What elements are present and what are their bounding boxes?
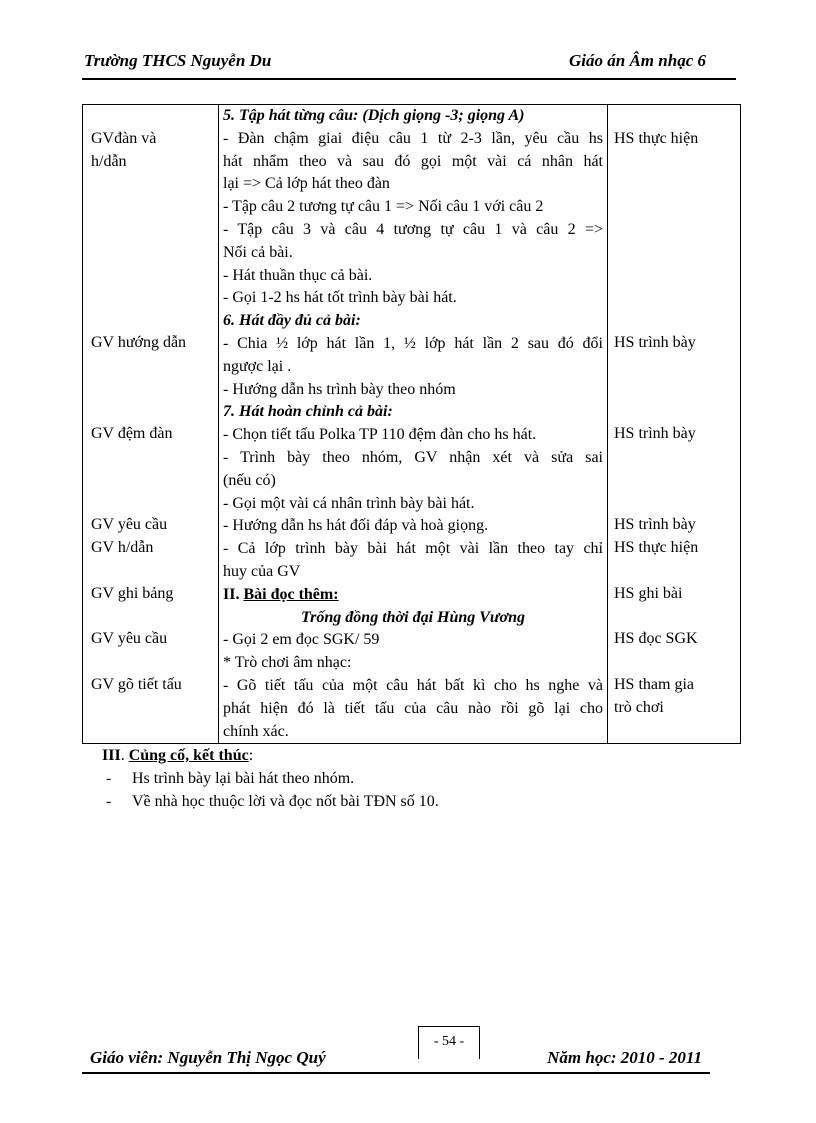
student-activity-cell: HS thực hiện [608,105,741,744]
school-year: Năm học: 2010 - 2011 [547,1048,702,1067]
content-cell: 5. Tập hát từng câu: (Dịch giọng -3; giọng A) - Đàn chậm giai điệu câu 1 từ 2-3 lần, yêu cầu hs hát nhẩm theo và sau đó gọi một vài cá nhân hát lại => Cả lớp hát theo đàn - Tập câu 2 tương tự câu 1 => Nối câu 1 với câu 2 - Tập câu 3 và câu 4 tương tự câu 1 và câu 2 => Nối cả bài. - Hát thuần thục cả bài. - Gọi 1-2 hs hát tốt trình bày bài hát. 6. Hát đầy đủ cả bài: - Chia ½ lớp hát lần 1, ½ lớp hát lần 2 sau đó đổi ngược lại . - Hướng dẫn hs trình bày theo nhóm 7. Hát hoàn chỉnh cả bài: - Chọn tiết tấu Polka TP 110 đệm đàn cho hs hát. - Trình bày theo nhóm, GV nhận xét và sửa sai (nếu có) - Gọi một vài cá nhân trình bày bài hát. - Hướng dẫn hs hát đối đáp và hoà giọng. - Cả lớp trình bày bài hát một vài lần theo tay chỉ huy của GV II. Bài đọc thêm: Trống đồng thời đại Hùng Vương - Gọi 2 em đọc SGK/ 59 * Trò chơi âm nhạc: - Gõ tiết tấu của một câu hát bất kì cho hs nghe và phát hiện đó là tiết tấu của câu nào rồi gõ lại cho chính xác. [219,105,608,744]
closing-heading: III. Củng cố, kết thúc: [102,747,254,764]
section-heading: 7. Hát hoàn chỉnh cả bài: [223,403,393,421]
list-item: - Về nhà học thuộc lời và đọc nốt bài TĐN số 10. [106,793,439,810]
page-number: - 54 - [418,1026,480,1059]
reading-title: Trống đồng thời đại Hùng Vương [300,608,525,626]
closing-section [102,744,439,813]
teacher-activity-cell: GVđàn và h/dẫn [83,105,219,744]
page-header [82,48,736,80]
page-footer [82,1046,710,1074]
section-heading: 5. Tập hát từng câu: (Dịch giọng -3; giọng A) [223,107,525,124]
section-heading: II. Bài đọc thêm: [223,585,339,603]
teacher-name: Giáo viên: Nguyễn Thị Ngọc Quý [90,1048,326,1067]
section-heading: 6. Hát đầy đủ cả bài: [223,312,361,330]
document-title: Giáo án Âm nhạc 6 [569,51,706,70]
school-name: Trường THCS Nguyễn Du [84,51,272,70]
list-item: - Hs trình bày lại bài hát theo nhóm. [106,770,355,787]
